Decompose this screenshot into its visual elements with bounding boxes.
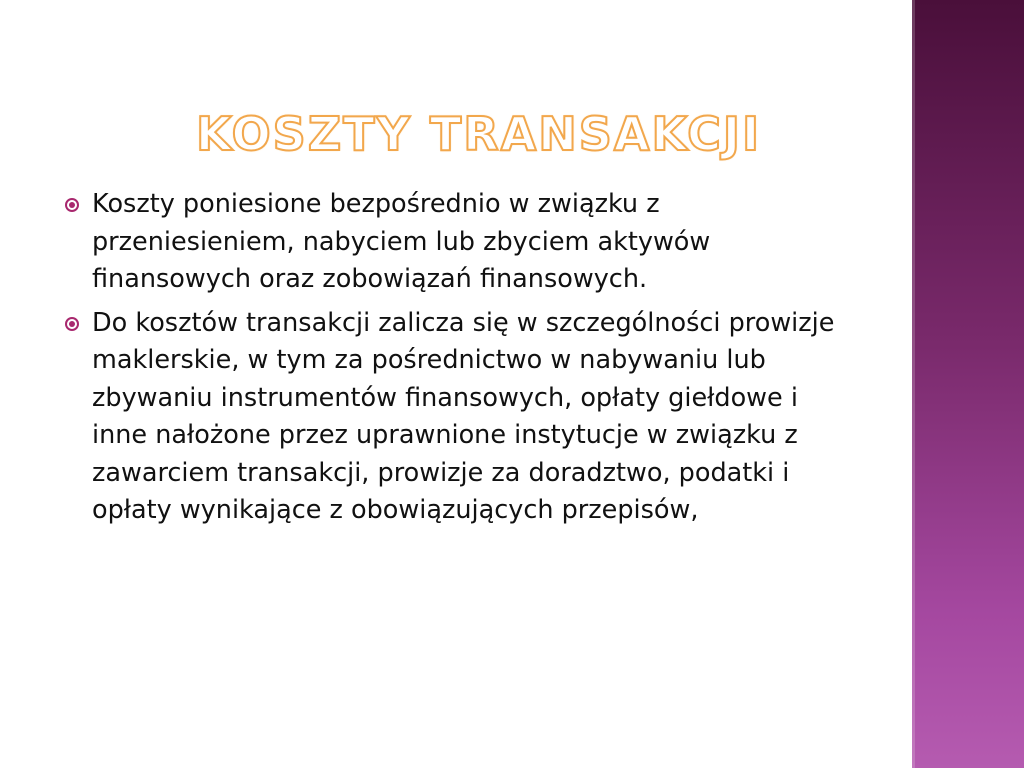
circle-bullet-icon xyxy=(65,198,79,212)
slide-title: KOSZTY TRANSAKCJI xyxy=(196,107,762,161)
bullet-item-2 xyxy=(60,305,860,530)
decorative-side-band xyxy=(912,0,1024,768)
bullet-text-1: Koszty poniesione bezpośrednio w związku z przeniesieniem, nabyciem lub zbyciem aktywów finansowych oraz zobowiązań finansowych. xyxy=(92,189,711,294)
bullet-list xyxy=(60,186,860,536)
circle-bullet-icon xyxy=(65,317,79,331)
bullet-text-2: Do kosztów transakcji zalicza się w szczególności prowizje maklerskie, w tym za pośrednictwo w nabywaniu lub zbywaniu instrumentów finansowych, opłaty giełdowe i inne nałożone przez uprawnione instytucje w związku z zawarciem transakcji, prowizje za doradztwo, podatki i opłaty wynikające z obowiązujących przepisów, xyxy=(92,307,835,525)
side-band-edge xyxy=(912,0,915,768)
bullet-item-1 xyxy=(60,186,860,299)
